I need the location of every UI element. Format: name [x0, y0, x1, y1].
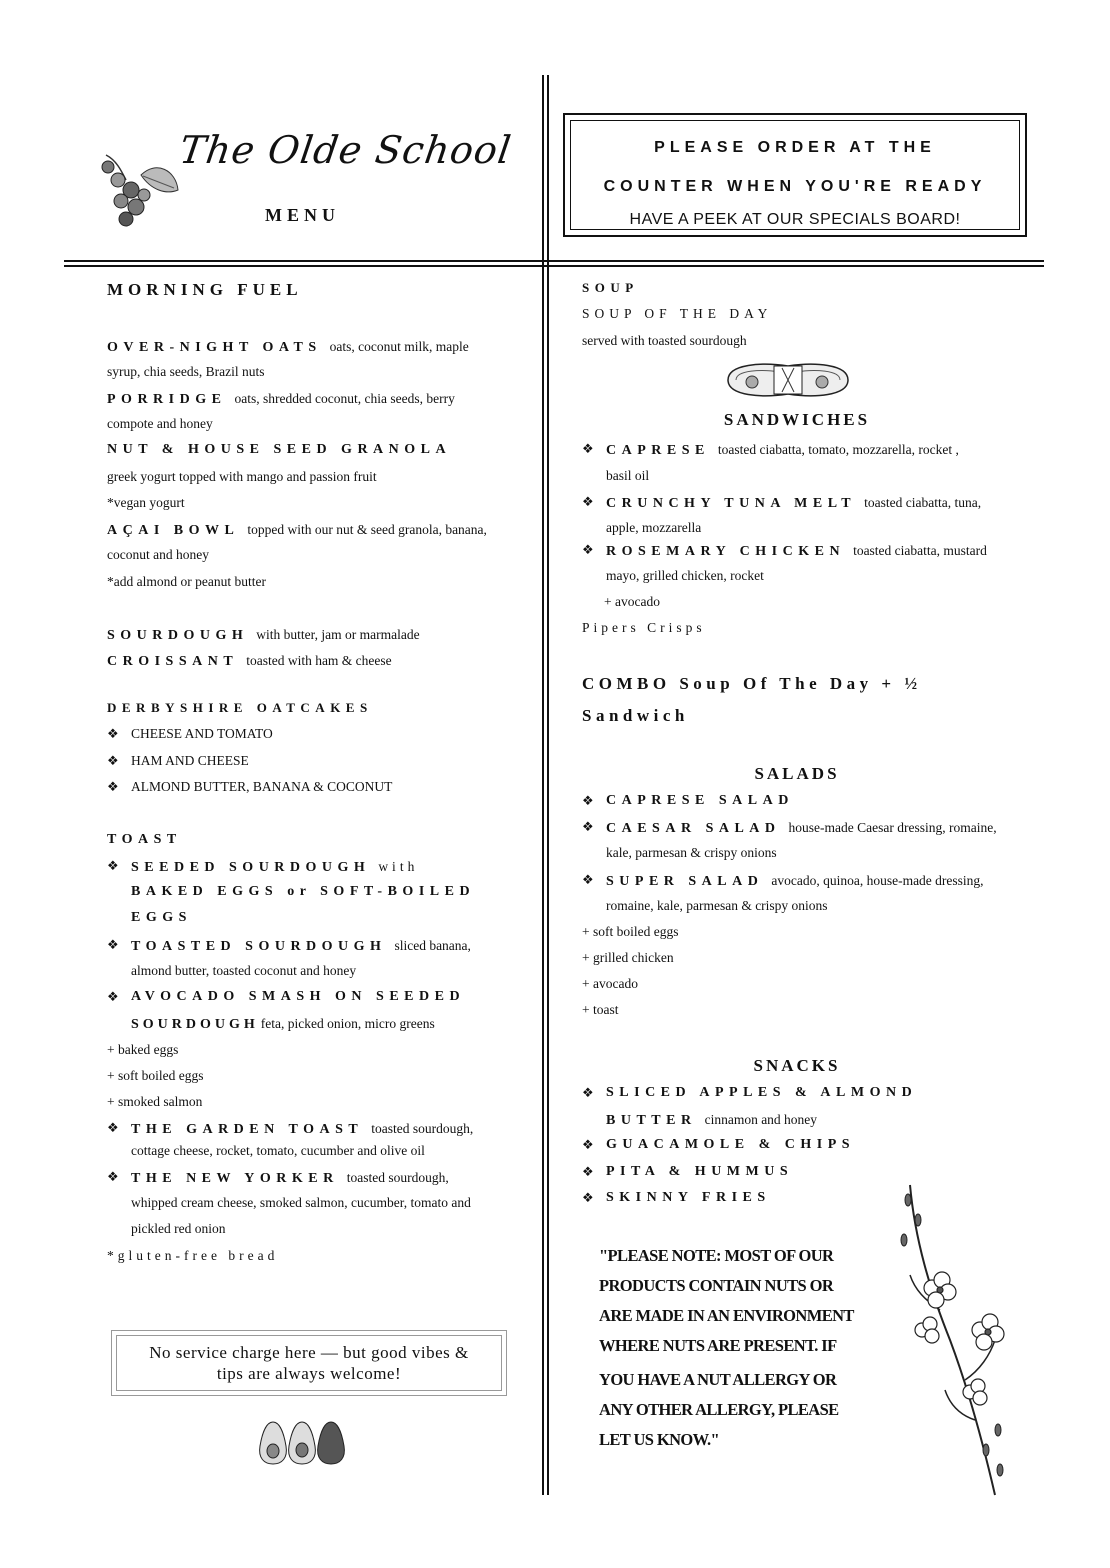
item-pipers-crisps: Pipers Crisps: [582, 620, 706, 635]
item-desc: avocado, quinoa, house-made dressing,: [771, 873, 984, 888]
diamond-bullet-icon: ❖: [107, 989, 119, 1004]
diamond-bullet-icon: ❖: [582, 542, 594, 557]
item-sliced-apples-line2: BUTTER: [606, 1113, 697, 1128]
item-overnight-oats: OVER-NIGHT OATS: [107, 340, 322, 355]
item-desc: with: [378, 859, 419, 874]
item-seeded-sourdough-line3: EGGS: [131, 910, 192, 925]
berries-illustration: [96, 135, 182, 230]
item-desc: syrup, chia seeds, Brazil nuts: [107, 364, 265, 379]
menu-label: MENU: [265, 205, 340, 225]
diamond-bullet-icon: ❖: [107, 726, 119, 741]
item-rosemary-chicken: ROSEMARY CHICKEN: [606, 544, 846, 559]
diamond-bullet-icon: ❖: [582, 441, 594, 456]
list-item: CHEESE AND TOMATO: [131, 726, 273, 741]
allergy-line-1: "PLEASE NOTE: MOST OF OUR: [599, 1246, 834, 1265]
item-soup-of-the-day: SOUP OF THE DAY: [582, 306, 773, 321]
item-desc: toasted ciabatta, tomato, mozzarella, rocket ,: [717, 442, 959, 457]
section-sandwiches: SANDWICHES: [723, 410, 871, 429]
diamond-bullet-icon: ❖: [582, 1164, 594, 1179]
item-guacamole-chips: GUACAMOLE & CHIPS: [606, 1137, 856, 1152]
item-desc: compote and honey: [107, 416, 213, 431]
allergy-line-6: ANY OTHER ALLERGY, PLEASE: [599, 1400, 839, 1419]
item-desc: cottage cheese, rocket, tomato, cucumber and olive oil: [131, 1143, 425, 1158]
item-seeded-sourdough: SEEDED SOURDOUGH: [131, 860, 371, 875]
item-desc: oats, coconut milk, maple: [329, 339, 469, 354]
item-desc: cinnamon and honey: [704, 1112, 818, 1127]
section-soup: SOUP: [582, 280, 639, 295]
item-desc: served with toasted sourdough: [582, 333, 747, 348]
item-sourdough: SOURDOUGH: [107, 628, 249, 643]
item-desc: toasted ciabatta, mustard: [853, 543, 987, 558]
tip-line-2: tips are always welcome!: [216, 1364, 402, 1383]
diamond-bullet-icon: ❖: [582, 819, 594, 834]
item-sliced-apples: SLICED APPLES & ALMOND: [606, 1085, 918, 1100]
section-morning-fuel: MORNING FUEL: [107, 280, 303, 299]
item-desc: topped with our nut & seed granola, banana,: [247, 522, 487, 537]
notice-line-2: COUNTER WHEN YOU'RE READY: [603, 178, 987, 195]
item-desc: basil oil: [606, 468, 650, 483]
item-granola: NUT & HOUSE SEED GRANOLA: [107, 442, 452, 457]
diamond-bullet-icon: ❖: [107, 937, 119, 952]
allergy-line-7: LET US KNOW.": [599, 1430, 720, 1449]
list-item: ALMOND BUTTER, BANANA & COCONUT: [131, 779, 393, 794]
diamond-bullet-icon: ❖: [582, 1190, 594, 1205]
tip-box: [111, 1330, 507, 1396]
center-divider-right: [547, 75, 549, 1495]
section-salads: SALADS: [754, 764, 840, 783]
allergy-line-4: WHERE NUTS ARE PRESENT. IF: [599, 1336, 837, 1355]
item-avocado-smash-line2: SOURDOUGH: [131, 1017, 259, 1032]
item-desc: greek yogurt topped with mango and passion fruit: [107, 469, 377, 484]
item-desc: almond butter, toasted coconut and honey: [131, 963, 357, 978]
addon-item: + soft boiled eggs: [582, 924, 679, 939]
diamond-bullet-icon: ❖: [582, 1137, 594, 1152]
item-desc: whipped cream cheese, smoked salmon, cucumber, tomato and: [131, 1195, 471, 1210]
header-divider-top: [64, 260, 1044, 262]
item-caesar-salad: CAESAR SALAD: [606, 821, 781, 836]
avocados-illustration: [258, 1418, 348, 1466]
diamond-bullet-icon: ❖: [582, 494, 594, 509]
sandwich-illustration: [722, 358, 854, 402]
item-porridge: PORRIDGE: [107, 392, 227, 407]
diamond-bullet-icon: ❖: [582, 1085, 594, 1100]
blossom-branch-illustration: [870, 1180, 1020, 1500]
item-note: *vegan yogurt: [107, 495, 185, 510]
item-desc: toasted with ham & cheese: [246, 653, 392, 668]
notice-line-1: PLEASE ORDER AT THE: [654, 139, 936, 156]
addon-item: + baked eggs: [107, 1042, 179, 1057]
diamond-bullet-icon: ❖: [107, 1169, 119, 1184]
diamond-bullet-icon: ❖: [107, 858, 119, 873]
gluten-free-note: *gluten-free bread: [107, 1248, 279, 1263]
item-desc: pickled red onion: [131, 1221, 226, 1236]
item-desc: coconut and honey: [107, 547, 209, 562]
item-caprese: CAPRESE: [606, 443, 710, 458]
section-snacks: SNACKS: [753, 1056, 841, 1075]
item-pita-hummus: PITA & HUMMUS: [606, 1164, 794, 1179]
diamond-bullet-icon: ❖: [107, 1120, 119, 1135]
addon-item: + avocado: [604, 594, 660, 609]
combo-line-2: Sandwich: [582, 706, 689, 725]
diamond-bullet-icon: ❖: [107, 779, 119, 794]
allergy-line-2: PRODUCTS CONTAIN NUTS OR: [599, 1276, 834, 1295]
item-toasted-sourdough: TOASTED SOURDOUGH: [131, 939, 387, 954]
item-desc: apple, mozzarella: [606, 520, 702, 535]
item-desc: toasted sourdough,: [346, 1170, 449, 1185]
tip-line-1: No service charge here — but good vibes &: [149, 1343, 469, 1362]
item-croissant: CROISSANT: [107, 654, 239, 669]
item-desc: sliced banana,: [394, 938, 471, 953]
diamond-bullet-icon: ❖: [582, 872, 594, 887]
addon-item: + soft boiled eggs: [107, 1068, 204, 1083]
addon-item: + grilled chicken: [582, 950, 674, 965]
item-skinny-fries: SKINNY FRIES: [606, 1190, 771, 1205]
brand-title: The Olde School: [176, 128, 515, 172]
allergy-line-3: ARE MADE IN AN ENVIRONMENT: [599, 1306, 854, 1325]
item-caprese-salad: CAPRESE SALAD: [606, 793, 794, 808]
order-notice-box: [563, 113, 1027, 237]
diamond-bullet-icon: ❖: [582, 793, 594, 808]
item-desc: toasted ciabatta, tuna,: [864, 495, 982, 510]
item-desc: kale, parmesan & crispy onions: [606, 845, 777, 860]
item-desc: house-made Caesar dressing, romaine,: [788, 820, 997, 835]
item-acai-bowl: AÇAI BOWL: [107, 523, 240, 538]
allergy-line-5: YOU HAVE A NUT ALLERGY OR: [599, 1370, 837, 1389]
item-desc: with butter, jam or marmalade: [256, 627, 420, 642]
item-avocado-smash: AVOCADO SMASH ON SEEDED: [131, 989, 466, 1004]
item-seeded-sourdough-line2: BAKED EGGS or SOFT-BOILED: [131, 884, 476, 899]
addon-item: + smoked salmon: [107, 1094, 203, 1109]
item-desc: mayo, grilled chicken, rocket: [606, 568, 764, 583]
combo-line-1: COMBO Soup Of The Day + ½: [582, 674, 922, 693]
item-super-salad: SUPER SALAD: [606, 874, 764, 889]
item-garden-toast: THE GARDEN TOAST: [131, 1122, 364, 1137]
item-desc: oats, shredded coconut, chia seeds, berry: [234, 391, 455, 406]
item-desc: toasted sourdough,: [371, 1121, 474, 1136]
header-divider-bottom: [64, 265, 1044, 267]
item-crunchy-tuna-melt: CRUNCHY TUNA MELT: [606, 496, 857, 511]
item-derbyshire-oatcakes: DERBYSHIRE OATCAKES: [107, 700, 373, 715]
item-desc: feta, picked onion, micro greens: [260, 1016, 435, 1031]
section-toast: TOAST: [107, 832, 182, 847]
item-desc: romaine, kale, parmesan & crispy onions: [606, 898, 828, 913]
item-note: *add almond or peanut butter: [107, 574, 266, 589]
item-new-yorker: THE NEW YORKER: [131, 1171, 339, 1186]
notice-line-3: HAVE A PEEK AT OUR SPECIALS BOARD!: [629, 211, 961, 228]
list-item: HAM AND CHEESE: [131, 753, 249, 768]
addon-item: + avocado: [582, 976, 638, 991]
addon-item: + toast: [582, 1002, 619, 1017]
center-divider-left: [542, 75, 544, 1495]
diamond-bullet-icon: ❖: [107, 753, 119, 768]
